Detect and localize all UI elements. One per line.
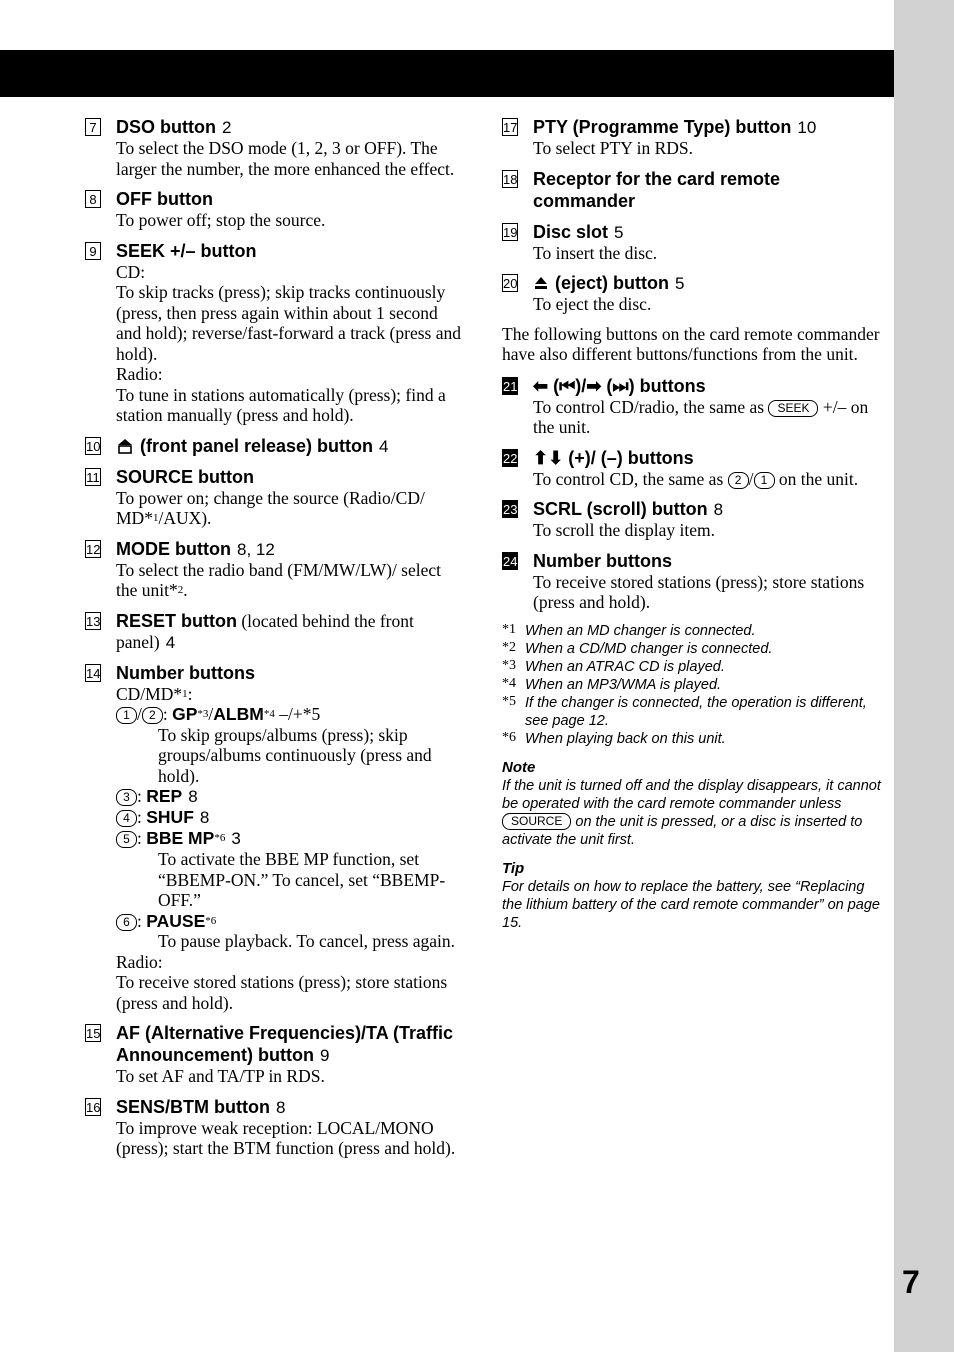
item-description: To select PTY in RDS. <box>533 138 693 158</box>
item-off <box>85 188 465 231</box>
item-disc-slot <box>502 221 882 264</box>
footnote: *3 When an ATRAC CD is played. <box>502 657 725 675</box>
item-number: 14 <box>86 665 101 681</box>
item-title: Number buttons <box>116 662 255 683</box>
footnote: *1 When an MD changer is connected. <box>502 621 756 639</box>
item-title: (front panel release) button <box>140 435 374 456</box>
item-title: SOURCE button <box>116 466 254 487</box>
right-column <box>502 116 882 932</box>
item-remote-up-down <box>502 447 882 490</box>
item-title: SEEK +/– button <box>116 240 257 261</box>
item-number: 15 <box>86 1026 101 1041</box>
page-ref: 4 <box>165 632 176 652</box>
item-title: DSO button <box>116 117 216 137</box>
item-description: To scroll the display item. <box>533 520 716 540</box>
item-scrl <box>502 498 882 541</box>
item-title: RESET button <box>116 610 237 631</box>
page-ref: 8 <box>713 500 724 519</box>
item-description: To set AF and TA/TP in RDS. <box>116 1066 325 1086</box>
item-description: To power off; stop the source. <box>116 210 326 230</box>
item-title: buttons <box>639 375 706 396</box>
item-number: 20 <box>503 276 518 291</box>
footnote: *6 When playing back on this unit. <box>502 729 726 747</box>
item-front-panel-release <box>85 435 465 457</box>
item-title: OFF button <box>116 189 213 209</box>
prev-track-icon: ⏮ <box>559 375 576 396</box>
item-description: To insert the disc. <box>533 242 658 263</box>
footnote: *2 When a CD/MD changer is connected. <box>502 639 773 657</box>
pause-description: To pause playback. To cancel, press again. <box>158 931 456 951</box>
item-suffix: (located behind the front panel) <box>116 610 414 652</box>
item-title: Disc slot <box>533 221 609 242</box>
cdmd-label: CD/MD*$^1$: <box>116 683 193 704</box>
page-ref: 2 <box>221 118 232 137</box>
bbe-description: To activate the BBE MP function, set “BBEMP-ON.” To cancel, set “BBEMP-OFF.” <box>158 849 446 910</box>
item-title: Number buttons <box>533 550 672 571</box>
item-number: 7 <box>85 118 101 136</box>
item-description: To power on; change the source (Radio/CD/ MD*$^1$/AUX). <box>116 487 425 528</box>
item-dso <box>85 116 465 179</box>
page-ref: 5 <box>614 222 624 242</box>
footnotes <box>502 622 882 748</box>
item-number: 17 <box>503 120 518 135</box>
item-description: To receive stored stations (press); store stations (press and hold). <box>533 571 865 612</box>
button-2-glyph: 2 <box>728 472 749 489</box>
item-number: 9 <box>85 242 101 260</box>
item-title: Receptor for the card remote commander <box>533 168 781 211</box>
radio-description: To receive stored stations (press); store stations (press and hold). <box>116 972 448 1013</box>
shuf-line: 4 : SHUF 8 <box>116 807 465 828</box>
item-number: 21 <box>503 378 518 394</box>
tip-heading: Tip <box>502 859 525 877</box>
pause-line: 6 : PAUSE$^{*6}$ <box>116 911 465 932</box>
button-4-glyph: 4 <box>116 810 137 827</box>
item-af-ta <box>85 1022 465 1087</box>
item-sens-btm <box>85 1096 465 1159</box>
cd-label: CD: <box>116 261 146 282</box>
button-1-glyph: 1 <box>116 707 137 724</box>
footnote: *4 When an MP3/WMA is played. <box>502 675 722 693</box>
note-heading: Note <box>502 758 536 776</box>
tip-body: For details on how to replace the battery, see “Replacing the lithium battery of the card remote commander” on page 15. <box>502 878 880 931</box>
up-arrow-icon: ⬆ <box>533 447 549 468</box>
item-pty <box>502 116 882 159</box>
item-number: 18 <box>503 171 518 187</box>
note-body: If the unit is turned off and the display disappears, it cannot be operated with the card remote commander unless SOURCE on the unit is pressed, or a disc is inserted to activate the unit first. <box>502 777 881 848</box>
header-bar <box>0 50 894 97</box>
item-number: 16 <box>86 1099 101 1115</box>
button-5-glyph: 5 <box>116 831 137 848</box>
radio-label: Radio: <box>116 364 163 384</box>
item-description: To eject the disc. <box>533 294 652 314</box>
item-title: MODE button <box>116 538 231 559</box>
item-number-buttons <box>85 662 465 1014</box>
page-ref: 4 <box>379 436 389 456</box>
item-reset <box>85 610 465 653</box>
radio-description: To tune in stations automatically (press); find a station manually (press and hold). <box>116 384 446 425</box>
item-eject <box>502 272 882 315</box>
page-number: 7 <box>902 1264 920 1300</box>
page-ref: 9 <box>319 1046 330 1065</box>
item-title: SCRL (scroll) button <box>533 499 708 519</box>
item-number: 19 <box>503 224 518 240</box>
radio-label: Radio: <box>116 951 163 972</box>
item-title: (+)/ (–) buttons <box>568 447 694 468</box>
page-ref: 8 <box>275 1097 286 1117</box>
item-number: 23 <box>503 502 518 517</box>
button-3-glyph: 3 <box>116 789 137 806</box>
item-title: AF (Alternative Frequencies)/TA (Traffic Announcement) button <box>116 1023 454 1065</box>
item-number: 8 <box>85 190 101 208</box>
down-arrow-icon: ⬇ <box>548 447 564 468</box>
item-description: To control CD, the same as 2 / 1 on the unit. <box>533 468 859 489</box>
item-title: PTY (Programme Type) button <box>533 117 792 137</box>
item-number: 22 <box>503 450 518 466</box>
item-description: To select the DSO mode (1, 2, 3 or OFF). The larger the number, the more enhanced the effect. <box>116 138 455 179</box>
page-side-tab <box>894 0 954 1352</box>
item-remote-number-buttons <box>502 550 882 613</box>
button-6-glyph: 6 <box>116 914 137 931</box>
rep-line: 3 : REP 8 <box>116 786 465 807</box>
gp-description: To skip groups/albums (press); skip groups/albums continuously (press and hold). <box>158 724 432 786</box>
next-track-icon: ⏭ <box>612 375 629 396</box>
item-source <box>85 466 465 529</box>
item-number: 24 <box>503 553 518 569</box>
seek-button-glyph: SEEK <box>768 400 818 417</box>
item-number: 12 <box>86 541 101 557</box>
gp-albm-line: 1 / 2 : GP$^{*3}$/ALBM$^{*4}$ –/+*5 <box>116 704 465 725</box>
bbe-line: 5 : BBE MP$^{*6}$ 3 <box>116 828 465 849</box>
page-ref: 5 <box>675 274 685 293</box>
item-description: To improve weak reception: LOCAL/MONO (press); start the BTM function (press and hold). <box>116 1117 456 1158</box>
item-remote-arrows: 21 ⬅ (⏮)/➡ (⏭) buttons To control CD/radio, the same as SEEK +/– on the unit. <box>502 375 882 438</box>
left-column <box>85 116 465 1168</box>
button-1-glyph: 1 <box>754 472 775 489</box>
item-title: SENS/BTM button <box>116 1096 270 1117</box>
item-title: (eject) button <box>555 273 669 293</box>
eject-icon <box>533 275 549 291</box>
item-number: 13 <box>86 613 101 629</box>
right-arrow-icon: ➡ <box>586 375 602 396</box>
source-button-glyph: SOURCE <box>502 813 571 830</box>
item-number: 11 <box>86 469 100 485</box>
intro-paragraph: The following buttons on the card remote commander have also different buttons/functions from the unit. <box>502 323 880 364</box>
item-number: 10 <box>86 438 101 454</box>
release-icon <box>116 438 134 454</box>
item-seek <box>85 240 465 426</box>
item-description: To control CD/radio, the same as SEEK +/– on the unit. <box>533 396 869 437</box>
item-receptor <box>502 168 882 212</box>
button-2-glyph: 2 <box>142 707 163 724</box>
page-ref: 8, 12 <box>236 539 275 559</box>
cd-description: To skip tracks (press); skip tracks continuously (press, then press again within about 1 second and hold); reverse/fast-forward a track (press and hold). <box>116 282 461 364</box>
item-mode <box>85 538 465 601</box>
footnote: *5 If the changer is connected, the operation is different, see page 12. <box>502 693 867 729</box>
page-ref: 10 <box>797 118 817 137</box>
left-arrow-icon: ⬅ <box>533 375 549 396</box>
item-description: To select the radio band (FM/MW/LW)/ select the unit*$^2$. <box>116 559 442 600</box>
